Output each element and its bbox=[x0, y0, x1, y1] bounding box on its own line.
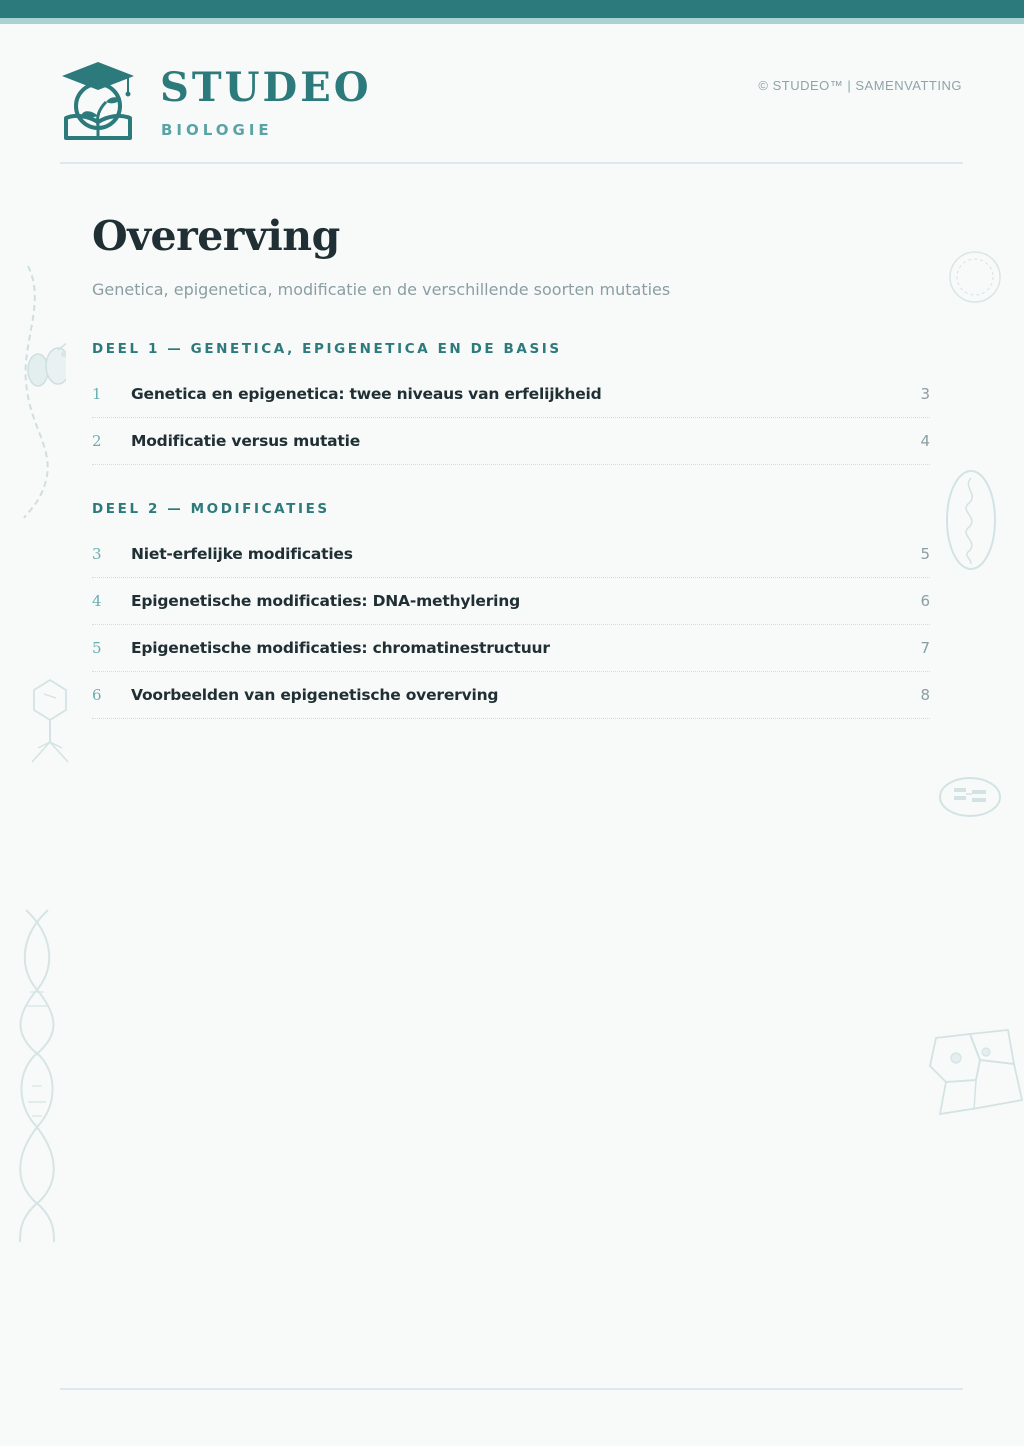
page-subtitle: Genetica, epigenetica, modificatie en de verschillende soorten mutaties bbox=[92, 280, 671, 299]
toc-entry[interactable] bbox=[92, 626, 930, 672]
toc-entry[interactable] bbox=[92, 419, 930, 465]
toc-entry-number: 4 bbox=[92, 592, 102, 610]
toc-entry-number: 3 bbox=[92, 545, 102, 563]
cell-sketch-icon bbox=[16, 262, 66, 522]
brand-name: STUDEO bbox=[160, 64, 372, 111]
toc-entry-number: 5 bbox=[92, 639, 102, 657]
top-accent-bar-light bbox=[0, 18, 1024, 24]
toc-entry-page: 3 bbox=[920, 385, 930, 403]
bacteriophage-sketch-icon bbox=[26, 676, 74, 766]
brand-subject: BIOLOGIE bbox=[161, 121, 273, 139]
toc-entry-title[interactable]: Niet-erfelijke modificaties bbox=[131, 545, 353, 563]
toc-entry-number: 6 bbox=[92, 686, 102, 704]
toc-entry[interactable] bbox=[92, 673, 930, 719]
page-title: Overerving bbox=[92, 212, 340, 260]
toc-entry-title[interactable]: Epigenetische modificaties: chromatinestructuur bbox=[131, 639, 550, 657]
mitochondrion-sketch-icon bbox=[944, 468, 998, 572]
toc-part-heading: DEEL 1 — GENETICA, EPIGENETICA EN DE BASIS bbox=[92, 341, 562, 357]
toc-entry-page: 8 bbox=[920, 686, 930, 704]
toc-entry-title[interactable]: Voorbeelden van epigenetische overerving bbox=[131, 686, 499, 704]
toc-entry[interactable] bbox=[92, 372, 930, 418]
toc-entry-page: 7 bbox=[920, 639, 930, 657]
toc-entry-title[interactable]: Epigenetische modificaties: DNA-methylering bbox=[131, 592, 520, 610]
top-accent-bar bbox=[0, 0, 1024, 18]
toc-entry-page: 6 bbox=[920, 592, 930, 610]
plant-cells-sketch-icon bbox=[926, 1028, 1024, 1120]
circle-cell-sketch-icon bbox=[946, 250, 1004, 308]
toc-entry-title[interactable]: Genetica en epigenetica: twee niveaus van erfelijkheid bbox=[131, 385, 602, 403]
toc-entry-page: 5 bbox=[920, 545, 930, 563]
table-of-contents bbox=[92, 338, 930, 719]
dna-helix-sketch-icon bbox=[10, 906, 64, 1246]
toc-entry[interactable] bbox=[92, 532, 930, 578]
chromosome-sketch-icon bbox=[938, 774, 1002, 820]
toc-entry[interactable] bbox=[92, 579, 930, 625]
header-divider bbox=[60, 162, 963, 164]
copyright-notice: © STUDEO™ | SAMENVATTING bbox=[758, 78, 962, 93]
toc-part-heading: DEEL 2 — MODIFICATIES bbox=[92, 501, 330, 517]
toc-entry-number: 1 bbox=[92, 385, 102, 403]
toc-entry-number: 2 bbox=[92, 432, 102, 450]
toc-entry-page: 4 bbox=[920, 432, 930, 450]
toc-entry-title[interactable]: Modificatie versus mutatie bbox=[131, 432, 361, 450]
graduation-cap-book-plant-logo bbox=[60, 58, 136, 144]
footer-divider bbox=[60, 1388, 963, 1390]
